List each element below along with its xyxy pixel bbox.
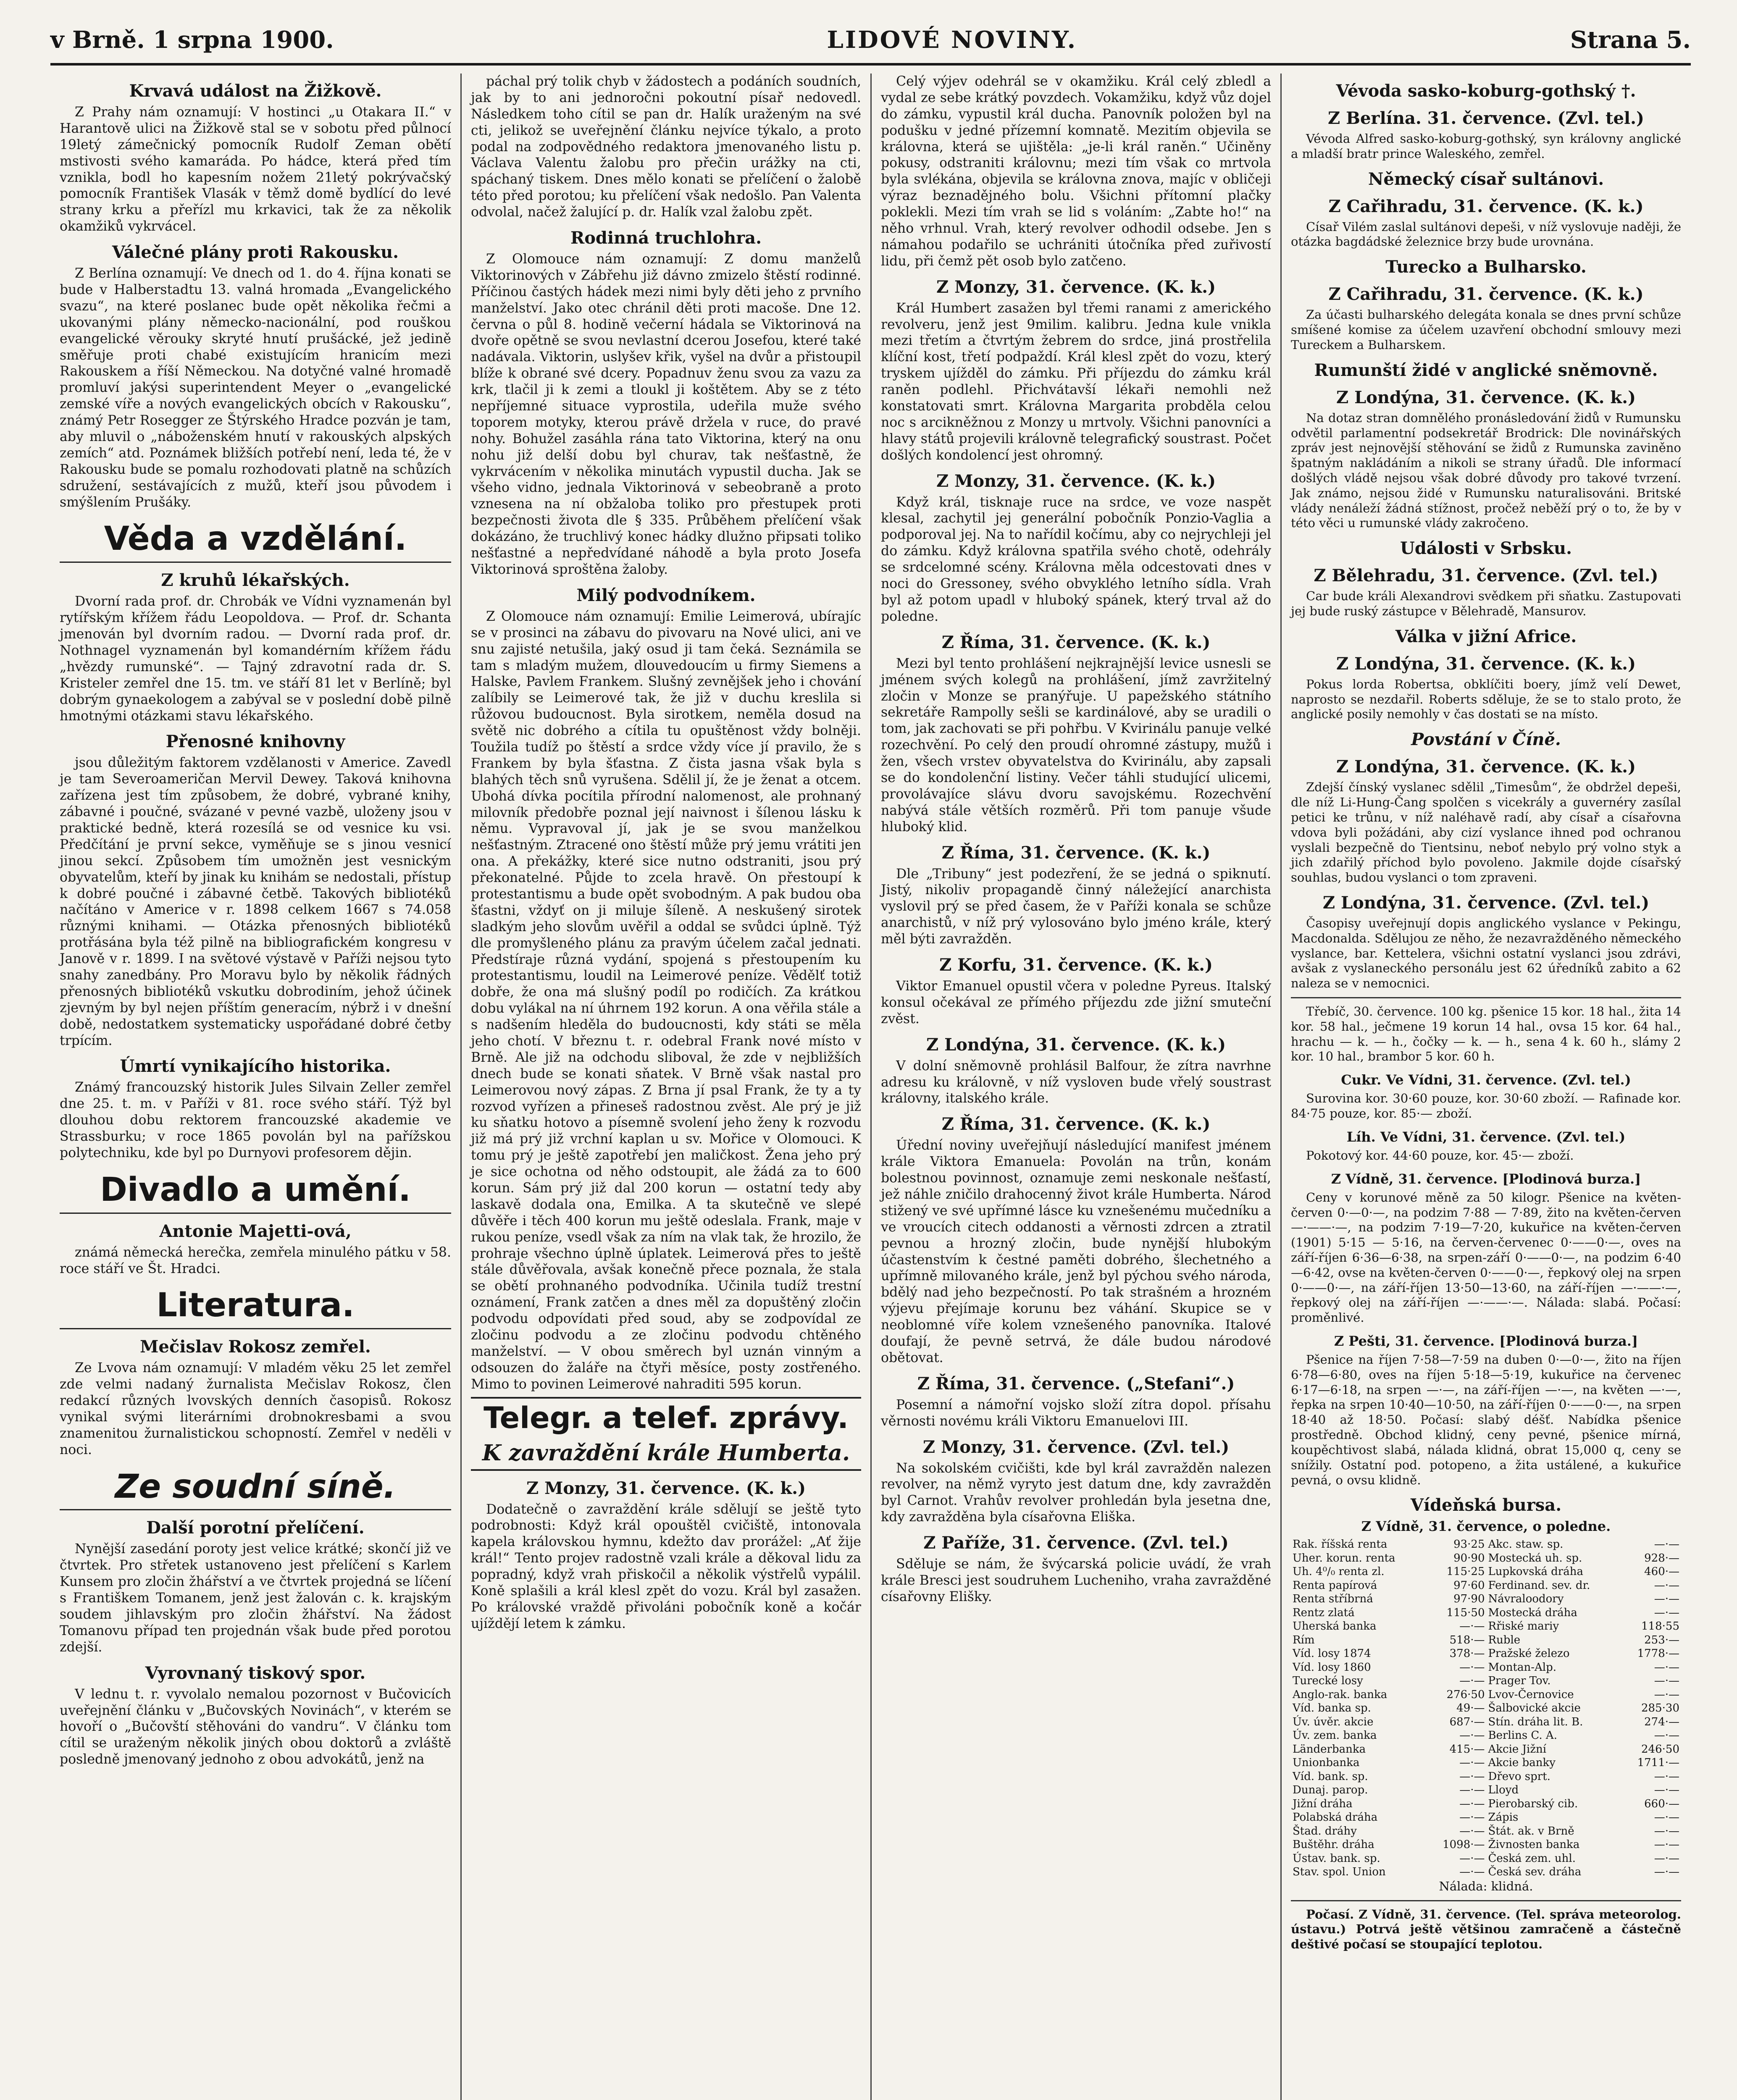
table-row bbox=[1291, 1824, 1681, 1838]
security-price: 93·25 bbox=[1453, 1538, 1485, 1551]
section-subheading: K zavraždění krále Humberta. bbox=[482, 1440, 850, 1466]
security-price: 518·— bbox=[1449, 1633, 1485, 1646]
article-text: V lednu t. r. vyvolalo nemalou pozornost v Bučovicích uveřejnění článku v „Bučovských Novinách“, v kterém se hovoří o „Bučovští stěhováni do vandru“. V článku tom cítil se uraženým několik jiných obou doktorů a zvláště posledně jmenovaný jednoho z obou advokátů, jenž na bbox=[60, 1686, 451, 1767]
security-name: Berlins C. A. bbox=[1488, 1729, 1557, 1742]
article-title: Úmrtí vynikajícího historika. bbox=[120, 1056, 391, 1076]
security-price: —·— bbox=[1654, 1593, 1679, 1606]
dispatch-text: Král Humbert zasažen byl třemi ranami z amerického revolveru, jenž jest 9milim. kalibru. Jedna kule vnikla mezi třetím a čtvrtým žebrem do srdce, jiná prostřelila klíční kost, třetí podpaždí. Král klesl zpět do vozu, který tryskem ujížděl do zámku. Při příjezdu do zámku král raněn podlehl. Přichvátavší lékaři nemohli než konstatovati smrt. Královna Margarita probděla celou noc s arcikněžnou z Monzy u mrtvoly. Všichni panovníci a hlavy států projevili královně telegrafický soustrast. Počet došlých kondolencí jest ohromný. bbox=[881, 300, 1271, 463]
security-price: 378·— bbox=[1449, 1647, 1485, 1660]
table-row bbox=[1291, 1688, 1681, 1702]
security-name: Uh. 4⁰/₀ renta zl. bbox=[1293, 1565, 1385, 1578]
security-name: Lupkovská dráha bbox=[1488, 1565, 1583, 1578]
dispatch-dateline: Z Říma, 31. července. (K. k.) bbox=[941, 1114, 1211, 1134]
security-name: Šalbovické akcie bbox=[1488, 1702, 1581, 1715]
table-row bbox=[1291, 1701, 1681, 1715]
table-row bbox=[1291, 1647, 1681, 1661]
dispatch-heading: Vévoda sasko-koburg-gothský †. bbox=[1336, 81, 1636, 101]
security-price: —·— bbox=[1654, 1824, 1679, 1838]
section-heading: Literatura. bbox=[60, 1288, 451, 1329]
security-price: 276·50 bbox=[1446, 1688, 1485, 1701]
security-price: 1711·— bbox=[1637, 1756, 1679, 1769]
security-price: 460·— bbox=[1644, 1565, 1679, 1578]
security-name: Štát. ak. v Brně bbox=[1488, 1824, 1574, 1838]
table-row bbox=[1291, 1565, 1681, 1579]
table-row bbox=[1291, 1852, 1681, 1866]
security-name: Jižní dráha bbox=[1293, 1797, 1353, 1810]
article-title: Milý podvodníkem. bbox=[576, 585, 756, 605]
security-price: —·— bbox=[1654, 1811, 1679, 1824]
security-price: —·— bbox=[1459, 1756, 1485, 1769]
security-price: —·— bbox=[1459, 1661, 1485, 1674]
security-price: 660·— bbox=[1644, 1797, 1679, 1810]
dispatch-dateline: Z Korfu, 31. července. (K. k.) bbox=[939, 955, 1213, 975]
newspaper-title: LIDOVÉ NOVINY. bbox=[827, 26, 1077, 54]
security-price: 415·— bbox=[1449, 1743, 1485, 1756]
security-name: Rentz zlatá bbox=[1293, 1606, 1355, 1619]
dispatch-text: Celý výjev odehrál se v okamžiku. Král celý zbledl a vydal ze sebe krátký povzdech. Vokamžiku, když vůz dojel do zámku, vypustil král ducha. Panovník položen byl na podušku v jedné přízemní komnatě. Mezitím objevila se královna, která se ujištěla: „je-li král raněn.“ Učiněny pokusy, odstraniti královnu; mezi tím však co mrtvola byla svlékána, objevila se královna znova, majíc v obličeji výraz beznadějného bolu. Všichni přítomní plačky poklekli. Mezi tím vrah se lid s voláním: „Zabte ho!“ na něho vrhnul. Vrah, který revolver odhodil odsebe. Jen s námahou podařilo se uchrániti útočníka před zuřivostí lidu, při čemž pět osob bylo zatčeno. bbox=[881, 74, 1271, 269]
column-3 bbox=[870, 74, 1280, 2100]
dispatch-heading: Turecko a Bulharsko. bbox=[1385, 257, 1587, 277]
table-row bbox=[1291, 1661, 1681, 1675]
security-price: 97·60 bbox=[1453, 1579, 1485, 1592]
column-1 bbox=[50, 74, 460, 2100]
security-name: Rřiské mariy bbox=[1488, 1620, 1559, 1633]
section-heading: Ze soudní síně. bbox=[60, 1469, 451, 1511]
dispatch-dateline: Z Říma, 31. července. (K. k.) bbox=[941, 632, 1211, 652]
article-text: Z Olomouce nám oznamují: Z domu manželů Viktorinových v Zábřehu již dávno zmizelo štěstí rodinné. Příčinou častých hádek mezi nimi byly děti jeho z prvního manželství. Jako otec chránil děti proti macoše. Dne 12. června o půl 8. hodině večerní hádala se Viktorinová na dvoře opětně se svou nevlastní dcerou Josefou, které také nadávala. Viktorin, uslyšev křik, vyšel na dvůr a přistoupil blíže k obrané své dcery. Popadnuv ženu svou za vazu za krk, tlačil ji k zemi a tloukl ji koštětem. Aby se z této nepříjemné situace vyprostila, udeřila muže svého toporem motyky, kterou právě držela v ruce, do pravé nohy. Bohužel zasáhla rána tato Viktorina, který na onu nohu již delší dobu byl churav, tak nešťastně, že vykrvácením v několika minutách vypustil ducha. Jak se všeho vidno, jednala Viktorinová v sebeobraně a proto vznesena na ní obžaloba toliko pro přestupek proti bezpečnosti života dle § 335. Průběhem přelíčení však dokázáno, že truchlivý konec hádky dlužno připsati toliko nešťastné a nepředvídané náhodě a byla proto Josefa Viktorinová sproštěna žaloby. bbox=[471, 252, 861, 577]
table-row bbox=[1291, 1606, 1681, 1620]
divider bbox=[1291, 1900, 1681, 1901]
security-price: 274·— bbox=[1644, 1715, 1679, 1728]
column-4 bbox=[1280, 74, 1690, 2100]
article-text: známá německá herečka, zemřela minulého pátku v 58. roce stáří ve Št. Hradci. bbox=[60, 1244, 451, 1276]
dispatch-text: Na sokolském cvičišti, kde byl král zavražděn nalezen revolver, na němž vyryto jest datum dne, kdy zavražděn byl Carnot. Vrahův revolver prohledán byla jesetna dne, kdy zavražděna byla císařovna Eliška. bbox=[881, 1460, 1271, 1525]
security-name: Pražské železo bbox=[1488, 1647, 1570, 1660]
article-title: Další porotní přelíčení. bbox=[146, 1518, 365, 1538]
security-name: Česká zem. uhl. bbox=[1488, 1852, 1576, 1865]
article-title: Antonie Majetti-ová, bbox=[159, 1221, 352, 1241]
security-name: Turecké losy bbox=[1293, 1675, 1363, 1688]
dispatch-text: V dolní sněmovně prohlásil Balfour, že zítra navrhne adresu ku královně, v níž vysloven bude vřelý soustrast královny, italského krále. bbox=[881, 1058, 1271, 1106]
article-text: Známý francouzský historik Jules Silvain Zeller zemřel dne 25. t. m. v Paříži v 81. roce svého stáří. Týž byl dlouhou dobu rektorem francouzské akademie ve Strassburku; v roce 1865 povolán byl na pařížskou polytechniku, kde byl po Durnyovi profesorem dějin. bbox=[60, 1080, 451, 1160]
security-name: Polabská dráha bbox=[1293, 1811, 1378, 1824]
security-price: —·— bbox=[1459, 1729, 1485, 1742]
security-name: Štad. dráhy bbox=[1293, 1824, 1357, 1838]
dispatch-text: Úřední noviny uveřejňují následující manifest jménem krále Viktora Emanuela: Povolán na trůn, konám bolestnou povinnost, oznamuje zemi neskonale nešťastí, jež náhle zničilo drahocenný život krále Humberta. Národ stižený ve své upřímné lásce ku vznešenému mučedníku a ve vroucích citech oddanosti a věrnosti zdrcen a ztratil pevnou a hrozný zločin, bude nynější hlubokým účastenstvím k čestné paměti dobrého, šlechetného a upřímně milovaného krále, jenž byl pýchou svého národa, bdělý nad jeho bezpečností. Po tak strašném a hrozném výjevu přejímaje korunu bez váhání. Skupice se v neoblomné víře kolem vznešeného panovníka. Italové doufají, že pevně setrvá, že dále budou národové obětovat. bbox=[881, 1138, 1271, 1365]
security-price: —·— bbox=[1654, 1538, 1679, 1551]
section-heading: Věda a vzdělání. bbox=[60, 521, 451, 563]
table-row bbox=[1291, 1538, 1681, 1551]
security-name: Buštěhr. dráha bbox=[1293, 1838, 1374, 1851]
market-text: Surovina kor. 30·60 pouze, kor. 30·60 zboží. — Rafinade kor. 84·75 pouze, kor. 85·— zboží. bbox=[1291, 1091, 1681, 1121]
article-text: Z Prahy nám oznamují: V hostinci „u Otakara II.“ v Harantově ulici na Žižkově stal se v sobotu před půlnocí 19letý zámečnický pomocník Rudolf Zeman obětí mstivosti svého kamaráda. Po hádce, která před tím vznikla, bodl ho kapesním nožem 21letý pokrývačský pomocník František Vlasák v těmž domě bydlící do levé strany krku a přeřízl mu krkavici, tak že za několik okamžiků vykrvácel. bbox=[60, 105, 451, 234]
security-name: Mostecká dráha bbox=[1488, 1606, 1577, 1619]
security-price: —·— bbox=[1654, 1729, 1679, 1742]
table-row bbox=[1291, 1674, 1681, 1688]
security-price: —·— bbox=[1654, 1579, 1679, 1592]
market-dateline: Líh. Ve Vídni, 31. července. (Zvl. tel.) bbox=[1346, 1129, 1626, 1145]
table-row bbox=[1291, 1729, 1681, 1743]
security-price: —·— bbox=[1459, 1620, 1485, 1633]
article-text: Dvorní rada prof. dr. Chrobák ve Vídni vyznamenán byl rytířským křížem řádu Leopoldova. — Prof. dr. Schanta jmenován byl dvorním radou. — Dvorní rada prof. dr. Nothnagel vyznamenán byl komandérním křížem řádu „hvězdy rumunské“. — Tajný zdravotní rada dr. S. Kristeler zemřel dne 15. tm. ve stáří 81 let v Berlíně; byl dobrým gynaekologem a zabýval se v poslední době pilně hmotnými otázkami stavu lékařského. bbox=[60, 594, 451, 724]
security-name: Ferdinand. sev. dr. bbox=[1488, 1579, 1590, 1592]
dispatch-dateline: Z Monzy, 31. července. (Zvl. tel.) bbox=[922, 1437, 1230, 1457]
security-price: 246·50 bbox=[1641, 1743, 1679, 1756]
security-price: 115·50 bbox=[1446, 1606, 1485, 1619]
table-row bbox=[1291, 1756, 1681, 1770]
dispatch-heading: Události v Srbsku. bbox=[1400, 538, 1572, 559]
table-row bbox=[1291, 1592, 1681, 1606]
security-price: 115·25 bbox=[1446, 1565, 1485, 1578]
dispatch-text: Sděluje se nám, že švýcarská policie uvádí, že vrah krále Bresci jest soudruhem Lucheniho, vraha zavražděné císařovny Elišky. bbox=[881, 1557, 1271, 1604]
security-name: Dřevo sprt. bbox=[1488, 1770, 1550, 1783]
security-name: Lloyd bbox=[1488, 1784, 1519, 1797]
security-name: Návraloodory bbox=[1488, 1593, 1564, 1606]
article-text: Z Olomouce nám oznamují: Emilie Leimerová, ubírajíc se v prosinci na zábavu do pivovaru na Nové ulici, ani ve snu zajisté netušila, jaký osud ji tam čeká. Seznámila se tam s mladým mužem, dlouvedoucím u firmy Siemens a Halske, Pavlem Frankem. Slušný zevnějšek jeho i chování zalíbily se Leimerové tak, že již v duchu kreslila si růžovou budoucnost. Byla sirotkem, neměla dosud na světě nic dobrého a cítila tu opuštěnost vždy bolněji. Toužila tudíž po štěstí a srdce vždy více jí pravilo, že s Frankem by byla šťastna. Z čista jasna však byla s blahých těch snů vyrušena. Sdělil jí, že je ženat a otcem. Ubohá dívka pocítila přírodní nalomenost, ale prohnaný milovník předobře poznal její naivnost i šílenou lásku k němu. Vypravoval jí, jak je se svou manželkou nešťastným. Ztracené ono štěstí může prý jemu vrátiti jen ona. A překážky, které sice nutno odstraniti, jsou prý překonatelné. Půjde to zcela hravě. On přestoupí k protestantismu a bude opět svobodným. A pak budou oba šťastni, vždyť on ji miluje šíleně. A neskušený sirotek sladkým jeho slovům uvěřil a oddal se svůdci úplně. Týž dle promyšleného plánu za pravým účelem začal jednati. Předstíraje různá vydání, spojená s přestoupením ku protestantismu, loudil na Leimerové peníze. Vědělť totiž dobře, že ona má slušný podíl po rodičích. Za krátkou dobu vylákal na ní úhrnem 192 korun. A ona věřila stále a s nadšením hleděla do budoucnosti, kdy státi se měla jeho chotí. V březnu t. r. odebral Frank nové místo v Brně. Ale již na odchodu sliboval, že zde v nejbližších dnech bude se konati sňatek. V Brně však nastal pro Leimerovou nový zápas. Z Brna jí psal Frank, že ty a ty rozvod vyřízen a přineseš radostnou zvěst. Ale prý je již ku sňatku hotovo a písemně svolení jeho ženy k rozvodu již má prý již vrchní kaplan u sv. Mořice v Olomouci. K tomu prý je ještě zapotřebí jen maličkost. Žena jeho prý je sice ochotna od něho odstoupit, ale žádá za to 600 korun. Sám prý již dal 200 korun — ostatní tedy aby laskavě dodala ona, Emilka. A ta skutečně ve slepé důvěře i těch 400 korun mu ještě odeslala. Frank, maje v rukou peníze, vsedl však za ním na vlak tak, že hrozilo, že prohraje všechno úplně úplatek. Leimerová přes to ještě stále důvěřovala, avšak konečně přece poznala, že stala se obětí prohnaného podvodníka. Učinila tudíž trestní oznámení, Frank zatčen a dnes měl za dopuštěný zločin podvodu odpovídati před soud, aby se zodpovídal ze zločinu podvodu a ze zločinu podvodu chtěného manželství. — V obou směrech byl uznán vinným a odsouzen do žaláře na čtyři měsíce, posty zostřeného. Mimo to povinen Leimerové nahraditi 595 korun. bbox=[471, 609, 861, 1392]
article-text: páchal prý tolik chyb v žádostech a podáních soudních, jak by to ani jednoročni pokoutní písař nedovedl. Následkem toho cítil se pan dr. Halík uraženým na své cti, jelikož se uveřejnění článku nejvíce týkalo, a proto podal na zodpovědného redaktora jmenovaného listu p. Václava Valentu žalobu pro přečin urážky na cti, spáchaný tiskem. Dnes mělo konati se přelíčení o žalobě této před porotou; ku přelíčení však nedošlo. Pan Valenta odvolal, načež žalující p. dr. Halík vzal žalobu zpět. bbox=[471, 74, 861, 220]
dispatch-text: Dodatečně o zavraždění krále sdělují se ještě tyto podrobnosti: Když král opouštěl cvičiště, intonovala kapela královskou hymnu, kdežto dav prorážel: „Ať žije král!“ Tento projev radostně vzali krále a děkoval lidu za popradný, když vrah přiskočil a několik výstřelů vypálil. Koně splašili a král klesl zpět do vozu. Král byl zasažen. Po královské vraždě přivoláni pobočník koně a kočár ujíždějí letem k zámku. bbox=[471, 1502, 861, 1631]
security-price: —·— bbox=[1459, 1824, 1485, 1838]
masthead bbox=[50, 17, 1691, 66]
table-row bbox=[1291, 1797, 1681, 1811]
market-text: Pokotový kor. 44·60 pouze, kor. 45·— zboží. bbox=[1306, 1148, 1574, 1163]
article-title: Z kruhů lékařských. bbox=[161, 570, 350, 591]
market-text: Ceny v korunové měně za 50 kilogr. Pšenice na květen-červen 0·—0·—, na podzim 7·88 — 7·89, žito na květen-červen —·——·—, na podzim 7·19—7·20, kukuřice na květen-červen (1901) 5·15 — 5·16, na červen-červenec 0·——0·—, oves na září-říjen 6·36—6·38, na srpen-září 0·——0·—, na podzim 6·40—6·42, ovse na květen-červen 0·——0·—, řepkový olej na srpen 0·——0·—, na září-říjen 13·50—13·60, na září-říjen —·——·—, řepkový olej na září-říjen —·——·—. Nálada: slabá. Počasí: proměnlivé. bbox=[1291, 1190, 1681, 1325]
security-price: —·— bbox=[1654, 1784, 1679, 1797]
security-name: Unionbanka bbox=[1293, 1756, 1360, 1769]
table-row bbox=[1291, 1620, 1681, 1633]
security-name: Pierobarský cib. bbox=[1488, 1797, 1578, 1810]
article-title: Přenosné knihovny bbox=[166, 732, 345, 752]
dispatch-text: Posemní a námořní vojsko složí zítra dopol. přísahu věrnosti novému králi Viktoru Emanuelovi III. bbox=[881, 1397, 1271, 1429]
article-title: Mečislav Rokosz zemřel. bbox=[140, 1337, 371, 1357]
table-row bbox=[1291, 1743, 1681, 1756]
table-row bbox=[1291, 1551, 1681, 1565]
dispatch-dateline: Z Cařihradu, 31. července. (K. k.) bbox=[1328, 284, 1644, 304]
security-price: —·— bbox=[1459, 1675, 1485, 1688]
dispatch-dateline: Z Monzy, 31. července. (K. k.) bbox=[936, 471, 1216, 491]
security-name: Víd. bank. sp. bbox=[1293, 1770, 1368, 1783]
security-price: —·— bbox=[1654, 1770, 1679, 1783]
security-price: —·— bbox=[1654, 1866, 1679, 1879]
bourse-table bbox=[1291, 1538, 1681, 1879]
security-name: Zápis bbox=[1488, 1811, 1519, 1824]
market-text: Pšenice na říjen 7·58—7·59 na duben 0·—0·—, žito na říjen 6·78—6·80, oves na říjen 5·18—5·19, kukuřice na červenec 6·17—6·18, na srpen —·—, na září-říjen —·—, na květen —·—, řepka na srpen 10·40—10·50, na září-říjen 0·——0·—, na srpen 18·40 až 18·50. Počasí: slabý déšť. Nabídka pšenice prostředně. Obchod klidný, ceny pevné, pšenice mírná, koupěchtivost slabá, nálada klidná, obrat 15,000 q, ceny se snížily. Ostatní pod. potopeno, a žita ustálené, a kukuřice pevná, o ovsu klidně. bbox=[1291, 1352, 1681, 1487]
table-row bbox=[1291, 1865, 1681, 1879]
bourse-heading: Vídeňská bursa. bbox=[1410, 1495, 1562, 1515]
security-name: Živnosten banka bbox=[1488, 1838, 1580, 1851]
dispatch-dateline: Z Bělehradu, 31. července. (Zvl. tel.) bbox=[1314, 566, 1658, 586]
security-price: —·— bbox=[1654, 1838, 1679, 1851]
security-name: Mostecká uh. sp. bbox=[1488, 1551, 1582, 1564]
security-name: Renta papírová bbox=[1293, 1579, 1377, 1592]
table-row bbox=[1291, 1783, 1681, 1797]
security-name: Stav. spol. Union bbox=[1293, 1866, 1386, 1879]
security-name: Prager Tov. bbox=[1488, 1675, 1551, 1688]
table-row bbox=[1291, 1811, 1681, 1824]
security-name: Akcie banky bbox=[1488, 1756, 1556, 1769]
table-row bbox=[1291, 1579, 1681, 1593]
security-name: Ústav. bank. sp. bbox=[1293, 1852, 1380, 1865]
security-price: —·— bbox=[1654, 1852, 1679, 1865]
security-price: 687·— bbox=[1449, 1715, 1485, 1728]
bourse-note: Nálada: klidná. bbox=[1439, 1879, 1533, 1893]
market-text: Třebíč, 30. července. 100 kg. pšenice 15 kor. 18 hal., žita 14 kor. 58 hal., ječmene 19 korun 14 hal., ovsa 15 kor. 64 hal., hrachu — k. — h., čočky — k. — h., sena 4 k. 60 h., slámy 2 kor. 10 hal., brambor 5 kor. 60 h. bbox=[1291, 1004, 1681, 1064]
security-price: —·— bbox=[1459, 1784, 1485, 1797]
article-title: Vyrovnaný tiskový spor. bbox=[145, 1663, 366, 1683]
dispatch-dateline: Z Říma, 31. července. (K. k.) bbox=[941, 843, 1211, 863]
security-name: Montan-Alp. bbox=[1488, 1661, 1557, 1674]
security-name: Víd. banka sp. bbox=[1293, 1702, 1371, 1715]
security-price: —·— bbox=[1459, 1770, 1485, 1783]
weather-report: Počasí. Z Vídně, 31. července. (Tel. správa meteorolog. ústavu.) Potrvá ještě většinou zamračeně a částečně deštivé počasí se stoupající teplotou. bbox=[1291, 1907, 1681, 1952]
article-title: Rodinná truchlohra. bbox=[570, 228, 762, 248]
security-name: Uher. korun. renta bbox=[1293, 1551, 1395, 1564]
security-price: 1778·— bbox=[1637, 1647, 1679, 1660]
security-name: Ruble bbox=[1488, 1633, 1521, 1646]
article-text: Ze Lvova nám oznamují: V mladém věku 25 let zemřel zde velmi nadaný žurnalista Mečislav Rokosz, člen redakcí různých lvovských denních časopisů. Rokosz vynikal svými literárními drobnokresbami a svou znamenitou žurnalistickou schopností. Zemřel v neděli v noci. bbox=[60, 1360, 451, 1457]
dispatch-dateline: Z Londýna, 31. července. (Zvl. tel.) bbox=[1322, 892, 1650, 913]
security-price: 285·30 bbox=[1641, 1702, 1679, 1715]
security-name: Rím bbox=[1293, 1633, 1315, 1646]
dispatch-dateline: Z Monzy, 31. července. (K. k.) bbox=[936, 277, 1216, 297]
article-title: Válečné plány proti Rakousku. bbox=[112, 242, 399, 262]
security-price: —·— bbox=[1459, 1811, 1485, 1824]
article-text: jsou důležitým faktorem vzdělanosti v Americe. Zavedl je tam Severoameričan Mervil Dewey. Taková knihovna zařízena jest tím způsobem, že dobré, vybrané knihy, zábavné i poučné, svázané v pevné vazbě, uloženy jsou v praktické bedně, která rozesílá se od vesnice ku vsi. Předčítání je první sekce, vyměňuje se s jinou vesnicí jinou sekcí. Způsobem tím umožněn jest vesnickým obyvatelům, kteří by jinak ku knihám se nedostali, přístup k dobré poučné i zábavné četbě. Takových bibliotéků načítáno v Americe v r. 1898 celkem 1667 s 74.058 různými knihami. — Otázka přenosných bibliotéků protřásána byla též pilně na bibliografickém kongresu v Janově v r. 1899. I na světové výstavě v Paříži nejsou tyto snahy zanedbány. Pro Moravu bylo by několik řádných přenosných bibliotéků vskutku dobrodiním, jehož účinek zjevným by byl nejen příštím generacím, nýbrž i v dnešní době, nedostatkem systematicky uspořádané dobré četby trpícím. bbox=[60, 755, 451, 1048]
dispatch-text: Vévoda Alfred sasko-koburg-gothský, syn královny anglické a mladší bratr prince Waleského, zemřel. bbox=[1291, 131, 1681, 161]
security-name: Lvov-Černovice bbox=[1488, 1688, 1574, 1701]
security-price: —·— bbox=[1654, 1688, 1679, 1701]
dispatch-dateline: Z Říma, 31. července. („Stefani“.) bbox=[917, 1373, 1235, 1394]
security-name: Anglo-rak. banka bbox=[1293, 1688, 1387, 1701]
security-name: Länderbanka bbox=[1293, 1743, 1366, 1756]
security-name: Dunaj. parop. bbox=[1293, 1784, 1368, 1797]
dispatch-text: Viktor Emanuel opustil včera v poledne Pyreus. Italský konsul očekával ze přímého příjezdu zde jižní smuteční zvěst. bbox=[881, 978, 1271, 1026]
dispatch-dateline: Z Paříže, 31. července. (Zvl. tel.) bbox=[923, 1533, 1229, 1553]
dispatch-heading: Německý císař sultánovi. bbox=[1368, 169, 1604, 189]
section-heading: Divadlo a umění. bbox=[60, 1172, 451, 1214]
dispatch-heading: Rumunští židé v anglické sněmovně. bbox=[1314, 360, 1658, 380]
dispatch-heading: Povstání v Číně. bbox=[1411, 730, 1561, 750]
article-text: Nynější zasedání poroty jest velice krátké; skončí již ve čtvrtek. Pro střetek ustanoveno jest přelíčení s Karlem Kunsem pro zločin žhářství a ve čtvrtek projedná se líčení s Františkem Tomanem, jenž jest žalován c. k. krajským soudem jihlavským pro zločin žhářství. Na žádost Tomanovu případ ten projednán však bude před porotou zdejší. bbox=[60, 1541, 451, 1655]
table-row bbox=[1291, 1633, 1681, 1647]
dispatch-text: Na dotaz stran domnělého pronásledování židů v Rumunsku odvětil parlamentní podsekretář Brodrick: Dle novinářských zpráv jest nejnovější stěhování se židů z Rumunska zaviněno špatným nakládáním a nikoli se strany úřadů. Dle informací došlých vládě nejsou však dobré důvody pro takové tvrzení. Jak známo, nejsou židé v Rumunsku naturalisováni. Britské vlády nenáleží žádná stížnost, pročež neběží prý o to, že by v této věci u rumunské vlády zakročeno. bbox=[1291, 410, 1681, 530]
security-price: —·— bbox=[1654, 1661, 1679, 1674]
security-name: Víd. losy 1874 bbox=[1293, 1647, 1371, 1660]
dispatch-text: Císař Vilém zaslal sultánovi depeši, v níž vyslovuje naději, že otázka bagdádské železnice brzy bude urovnána. bbox=[1291, 219, 1681, 249]
security-price: 253·— bbox=[1644, 1633, 1679, 1646]
security-price: —·— bbox=[1654, 1675, 1679, 1688]
security-price: 118·55 bbox=[1641, 1620, 1679, 1633]
security-price: —·— bbox=[1459, 1852, 1485, 1865]
dispatch-text: Za účasti bulharského delegáta konala se dnes první schůze smíšené komise za účelem uzavření obchodní smlouvy mezi Tureckem a Bulharskem. bbox=[1291, 307, 1681, 352]
security-name: Renta stříbrná bbox=[1293, 1593, 1373, 1606]
page-number: Strana 5. bbox=[1570, 26, 1691, 54]
article-title: Krvavá událost na Žižkově. bbox=[129, 81, 382, 101]
market-dateline: Z Vídně, 31. července. [Plodinová burza.] bbox=[1331, 1171, 1641, 1187]
table-row bbox=[1291, 1715, 1681, 1729]
security-price: —·— bbox=[1459, 1797, 1485, 1810]
security-name: Rak. říšská renta bbox=[1293, 1538, 1387, 1551]
security-name: Stín. dráha lit. B. bbox=[1488, 1715, 1583, 1728]
security-name: Víd. losy 1860 bbox=[1293, 1661, 1371, 1674]
dispatch-text: Časopisy uveřejnují dopis anglického vyslance v Pekingu, Macdonalda. Sdělujou ze něho, že nezavražděného německého vyslance, bar. Kettelera, všichni ostatní vyslanci jsou zdrávi, avšak z vyslaneckého personálu jest 62 úředníků zabito a 62 naleza se v nemocnici. bbox=[1291, 916, 1681, 991]
security-price: 97·90 bbox=[1453, 1593, 1485, 1606]
dispatch-text: Zdejší čínský vyslanec sdělil „Timesům“, že obdržel depeši, dle níž Li-Hung-Čang spolčen s vicekrály a guvernéry zasílal petici ke trůnu, v níž naléhavě radí, aby císař a císařovna vdova byli požádáni, aby cizí vyslance ihned pod ochranou vyslali bezpečně do Tientsinu, neboť nebylo prý volno styk a jich zdařilý příchod bylo povoleno. Jakmile dojde císařský souhlas, budou vyslanci o tom zpraveni. bbox=[1291, 780, 1681, 885]
security-price: 1098·— bbox=[1443, 1838, 1485, 1851]
security-name: Úv. zem. banka bbox=[1293, 1729, 1377, 1742]
dispatch-dateline: Z Londýna, 31. července. (K. k.) bbox=[1336, 387, 1636, 407]
security-name: Akcie Jižní bbox=[1488, 1743, 1547, 1756]
security-price: 49·— bbox=[1456, 1702, 1485, 1715]
dispatch-text: Pokus lorda Robertsa, obklíčiti boery, jímž velí Dewet, naprosto se nezdařil. Roberts sděluje, že se to stalo proto, že anglické posily nemohly v čas dostati se na místo. bbox=[1291, 677, 1681, 722]
section-heading: Telegr. a telef. zprávy. bbox=[484, 1400, 849, 1435]
dispatch-text: Mezi byl tento prohlášení nejkrajnější levice usnesli se jménem svých kolegů na prohlášení, jímž zavržitelný zločin v Monze se pranýřuje. U papežského státního sekretáře Rampolly sešli se kardinálové, aby se uradili o tom, jak zachovati se při pohřbu. V Kvirinálu panuje velké rozechvění. Po celý den proudí ohromné zástupy, mužů i žen, všech vrstev obyvatelstva do Kvirinálu, aby zapsali se do kondolenční listiny. Večer táhli studující ulicemi, provolávajíce slávu dvoru savojskému. Rozechvění nabývá stále větších rozměrů. Při tom panuje všude hluboký klid. bbox=[881, 656, 1271, 835]
dispatch-dateline: Z Londýna, 31. července. (K. k.) bbox=[1336, 757, 1636, 777]
article-text: Z Berlína oznamují: Ve dnech od 1. do 4. října konati se bude v Halberstadtu 13. valná hromada „Evangelického svazu“, na které poslanec bude opět několika řečmi a ukovanými plány německo-nacionální, pod rouškou evangelické věrouky skryté hnutí prušácké, jež jedině směřuje proti chabé existujícím hranicím mezi Rakouskem a říší Německou. Na dotyčné valné hromadě promluví jakýsi superintendent Meyer o „evangelické zemské víře a nových evangelických obcích v Rakousku“, známý Petr Rosegger ze Štýrského Hradce pozván je tam, aby mluvil o „náboženském hnutí v rakouských alpských zemích“ atd. Poznámek bližších potřebí není, leda té, že v Rakousku bude se pomalu rozhodovati platně na schůzích sdružení, sestávajících z mužů, kteří jsou původem i smýšlením Prušáky. bbox=[60, 266, 451, 510]
divider bbox=[1291, 997, 1681, 998]
security-name: Uherská banka bbox=[1293, 1620, 1377, 1633]
dispatch-dateline: Z Monzy, 31. července. (K. k.) bbox=[526, 1478, 806, 1498]
security-price: —·— bbox=[1654, 1606, 1679, 1619]
issue-date: v Brně. 1 srpna 1900. bbox=[50, 26, 334, 54]
dispatch-dateline: Z Cařihradu, 31. července. (K. k.) bbox=[1328, 196, 1644, 216]
dispatch-heading: Válka v jižní Africe. bbox=[1395, 626, 1577, 646]
security-price: 928·— bbox=[1644, 1551, 1679, 1564]
dispatch-text: Car bude králi Alexandrovi svědkem při sňatku. Zastupovati jej bude ruský zástupce v Bělehradě, Mansurov. bbox=[1291, 589, 1681, 618]
table-row bbox=[1291, 1838, 1681, 1852]
columns bbox=[50, 74, 1691, 2100]
security-name: Úv. úvěr. akcie bbox=[1293, 1715, 1374, 1728]
table-row bbox=[1291, 1770, 1681, 1784]
market-dateline: Cukr. Ve Vídni, 31. července. (Zvl. tel.) bbox=[1341, 1072, 1631, 1088]
security-name: Akc. staw. sp. bbox=[1488, 1538, 1564, 1551]
dispatch-text: Dle „Tribuny“ jest podezření, že se jedná o spiknutí. Jistý, nikoliv propagandě činný náležející anarchista vyslovil prý se před časem, že v Paříži konala se schůze anarchistů, v níž prý vylosováno bylo jméno krále, který měl býti zavražděn. bbox=[881, 866, 1271, 947]
dispatch-text: Když král, tisknaje ruce na srdce, ve voze naspět klesal, zachytil jej generální pobočník Ponzio-Vaglia a podporoval jej. Na to nařídil kočímu, aby co nejrychleji jel do zámku. Když královna spatřila svého chotě, odehrály se srdcelomné scény. Královna měla odcestovati dnes v noci do Gressoney, svého obvyklého letního sídla. Vrah byl až potom upadl v hluboký spánek, který trval až do poledne. bbox=[881, 494, 1271, 624]
security-name: Česká sev. dráha bbox=[1488, 1866, 1582, 1879]
market-dateline: Z Pešti, 31. července. [Plodinová burza.] bbox=[1334, 1333, 1638, 1349]
bourse-dateline: Z Vídně, 31. července, o poledne. bbox=[1361, 1518, 1611, 1535]
dispatch-dateline: Z Londýna, 31. července. (K. k.) bbox=[926, 1034, 1226, 1055]
security-price: 90·90 bbox=[1453, 1551, 1485, 1564]
security-price: —·— bbox=[1459, 1866, 1485, 1879]
column-2 bbox=[460, 74, 870, 2100]
telegraph-header bbox=[471, 1397, 861, 1471]
dispatch-dateline: Z Berlína. 31. července. (Zvl. tel.) bbox=[1328, 108, 1644, 128]
dispatch-dateline: Z Londýna, 31. července. (K. k.) bbox=[1336, 654, 1636, 674]
